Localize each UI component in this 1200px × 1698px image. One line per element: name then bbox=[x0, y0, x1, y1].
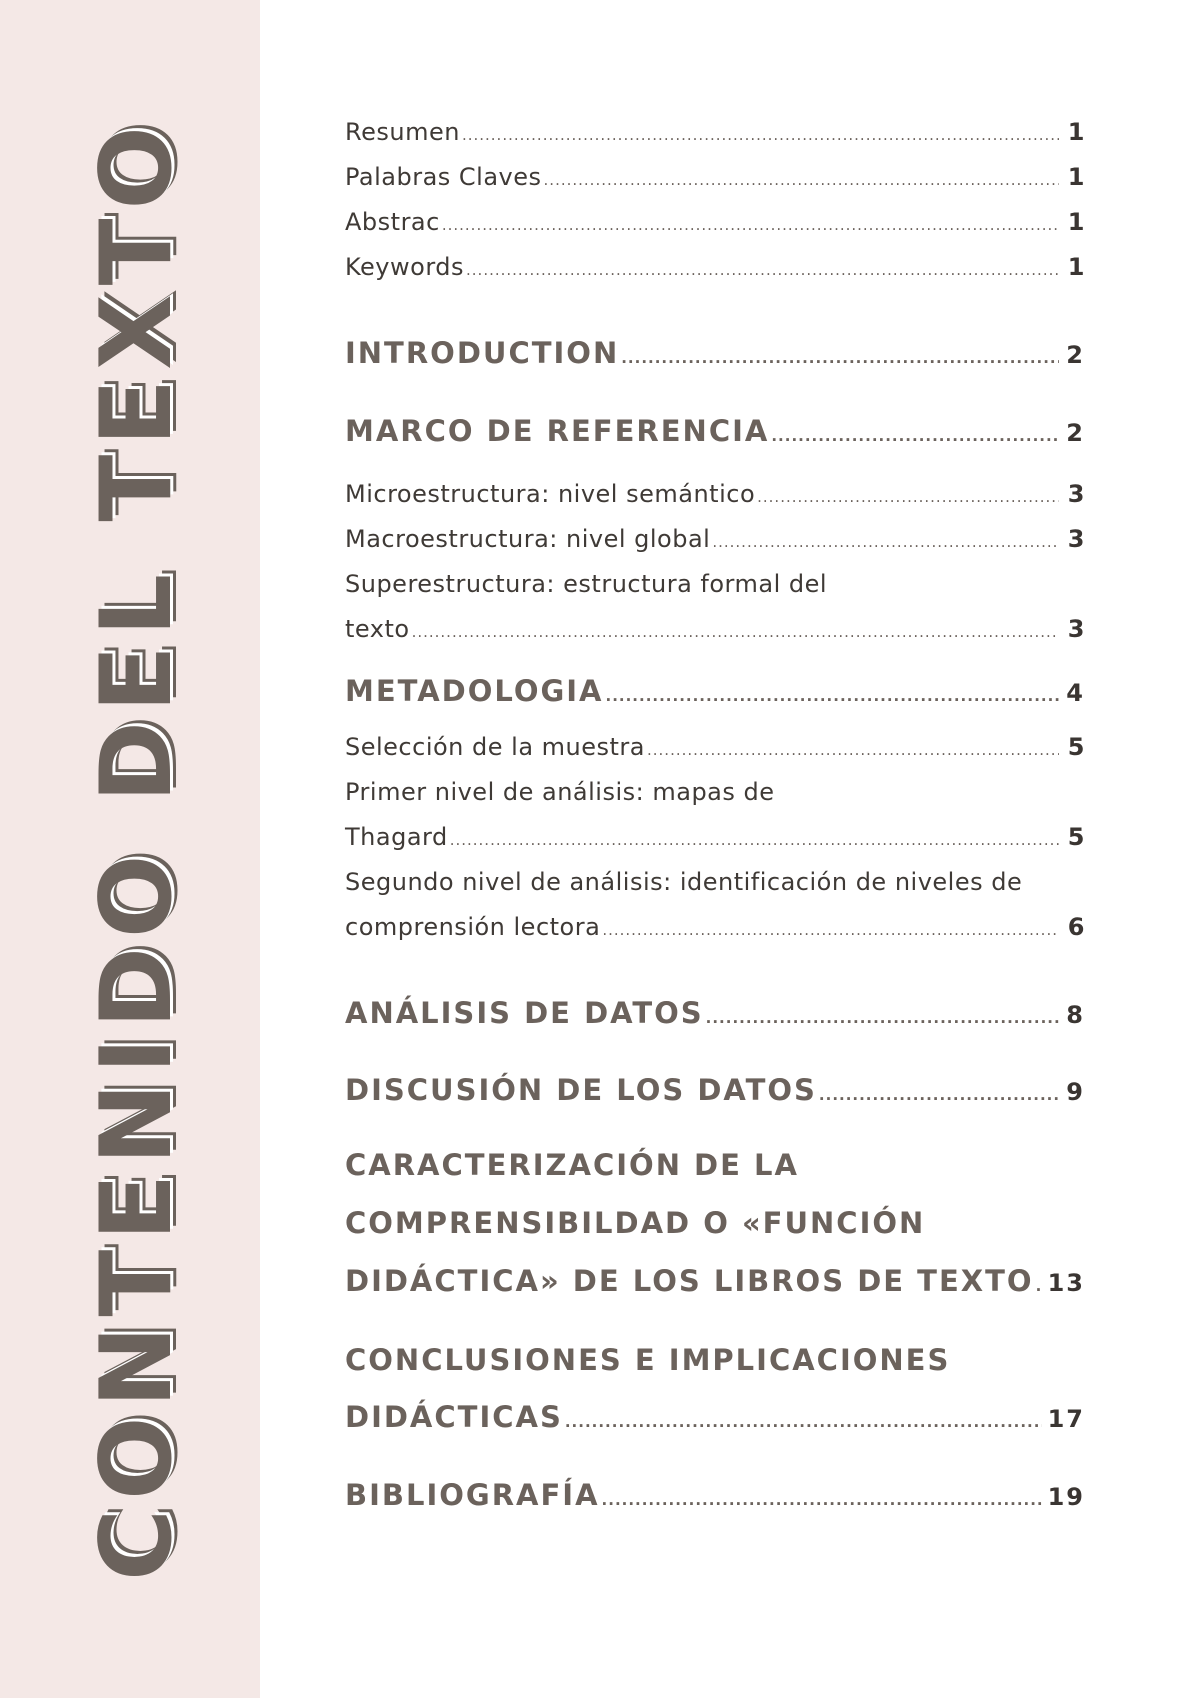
toc-entry-segundo-nivel-line1: Segundo nivel de análisis: identificación de niveles de bbox=[345, 868, 1023, 896]
toc-entry-superestructura-line1: Superestructura: estructura formal del bbox=[345, 570, 828, 598]
toc-page-number: 1 bbox=[1067, 163, 1085, 191]
toc-label: Thagard bbox=[345, 823, 448, 851]
side-panel bbox=[0, 0, 260, 1698]
dot-leader bbox=[621, 349, 1059, 367]
dot-leader bbox=[442, 216, 1059, 234]
toc-entry-primer-nivel-line1: Primer nivel de análisis: mapas de bbox=[345, 778, 775, 806]
toc-entry-segundo-nivel[interactable] bbox=[345, 913, 1085, 941]
toc-page-number: 17 bbox=[1047, 1405, 1085, 1433]
toc-label: ANÁLISIS DE DATOS bbox=[345, 996, 704, 1030]
toc-entry-superestructura[interactable] bbox=[345, 615, 1085, 643]
toc-page-number: 2 bbox=[1066, 419, 1085, 447]
toc-entry-abstrac[interactable] bbox=[345, 208, 1085, 236]
toc-entry-bibliografia[interactable] bbox=[345, 1478, 1085, 1512]
dot-leader bbox=[1036, 1277, 1042, 1295]
toc-label: Abstrac bbox=[345, 208, 440, 236]
vertical-title: CONTENIDO DEL TEXTO bbox=[80, 117, 194, 1581]
toc-label: DIDÁCTICAS bbox=[345, 1400, 563, 1434]
toc-page-number: 19 bbox=[1047, 1483, 1085, 1511]
toc-label: INTRODUCTION bbox=[345, 336, 620, 370]
dot-leader bbox=[771, 427, 1059, 445]
toc-entry-resumen[interactable] bbox=[345, 118, 1085, 146]
dot-leader bbox=[606, 687, 1059, 705]
toc-page-number: 3 bbox=[1067, 525, 1085, 553]
toc-page-number: 6 bbox=[1067, 913, 1085, 941]
table-of-contents bbox=[345, 0, 1085, 1698]
toc-entry-keywords[interactable] bbox=[345, 253, 1085, 281]
toc-entry-analisis-de-datos[interactable] bbox=[345, 996, 1085, 1030]
toc-label: BIBLIOGRAFÍA bbox=[345, 1478, 600, 1512]
toc-label: Resumen bbox=[345, 118, 460, 146]
toc-label: METADOLOGIA bbox=[345, 674, 604, 708]
toc-page-number: 5 bbox=[1067, 823, 1085, 851]
toc-page-number: 9 bbox=[1066, 1078, 1085, 1106]
toc-entry-introduction[interactable] bbox=[345, 336, 1085, 370]
toc-page-number: 1 bbox=[1067, 253, 1085, 281]
toc-entry-marco-de-referencia[interactable] bbox=[345, 414, 1085, 448]
toc-page-number: 8 bbox=[1066, 1001, 1085, 1029]
dot-leader bbox=[757, 488, 1059, 506]
toc-entry-caracterizacion-line1: CARACTERIZACIÓN DE LA bbox=[345, 1148, 799, 1182]
toc-label: Keywords bbox=[345, 253, 465, 281]
toc-label: DIDÁCTICA» DE LOS LIBROS DE TEXTO bbox=[345, 1264, 1034, 1298]
toc-entry-primer-nivel[interactable] bbox=[345, 823, 1085, 851]
dot-leader bbox=[450, 831, 1059, 849]
toc-entry-palabras-claves[interactable] bbox=[345, 163, 1085, 191]
dot-leader bbox=[602, 1491, 1042, 1509]
toc-entry-discusion-de-los-datos[interactable] bbox=[345, 1073, 1085, 1107]
dot-leader bbox=[602, 921, 1059, 939]
toc-page-number: 13 bbox=[1047, 1269, 1085, 1297]
toc-entry-macroestructura[interactable] bbox=[345, 525, 1085, 553]
dot-leader bbox=[706, 1009, 1059, 1027]
toc-label: MARCO DE REFERENCIA bbox=[345, 414, 770, 448]
toc-label: DISCUSIÓN DE LOS DATOS bbox=[345, 1073, 817, 1107]
toc-page-number: 1 bbox=[1067, 208, 1085, 236]
toc-entry-conclusiones-line1: CONCLUSIONES E IMPLICACIONES bbox=[345, 1343, 951, 1377]
toc-entry-caracterizacion[interactable] bbox=[345, 1264, 1085, 1298]
toc-label: comprensión lectora bbox=[345, 913, 601, 941]
toc-entry-conclusiones[interactable] bbox=[345, 1400, 1085, 1434]
toc-label: Selección de la muestra bbox=[345, 733, 645, 761]
dot-leader bbox=[819, 1086, 1059, 1104]
toc-entry-caracterizacion-line2: COMPRENSIBILDAD O «FUNCIÓN bbox=[345, 1206, 926, 1240]
toc-label: texto bbox=[345, 615, 410, 643]
toc-page-number: 3 bbox=[1067, 480, 1085, 508]
dot-leader bbox=[712, 533, 1059, 551]
toc-label: Macroestructura: nivel global bbox=[345, 525, 711, 553]
toc-entry-microestructura[interactable] bbox=[345, 480, 1085, 508]
toc-page-number: 5 bbox=[1067, 733, 1085, 761]
toc-page-number: 2 bbox=[1066, 341, 1085, 369]
toc-label: Palabras Claves bbox=[345, 163, 542, 191]
dot-leader bbox=[412, 623, 1059, 641]
toc-page-number: 4 bbox=[1066, 679, 1085, 707]
toc-label: Microestructura: nivel semántico bbox=[345, 480, 756, 508]
dot-leader bbox=[466, 261, 1059, 279]
toc-entry-metodologia[interactable] bbox=[345, 674, 1085, 708]
toc-page-number: 3 bbox=[1067, 615, 1085, 643]
dot-leader bbox=[565, 1413, 1042, 1431]
dot-leader bbox=[647, 741, 1059, 759]
toc-page-number: 1 bbox=[1067, 118, 1085, 146]
dot-leader bbox=[462, 126, 1059, 144]
toc-entry-seleccion-muestra[interactable] bbox=[345, 733, 1085, 761]
dot-leader bbox=[544, 171, 1059, 189]
